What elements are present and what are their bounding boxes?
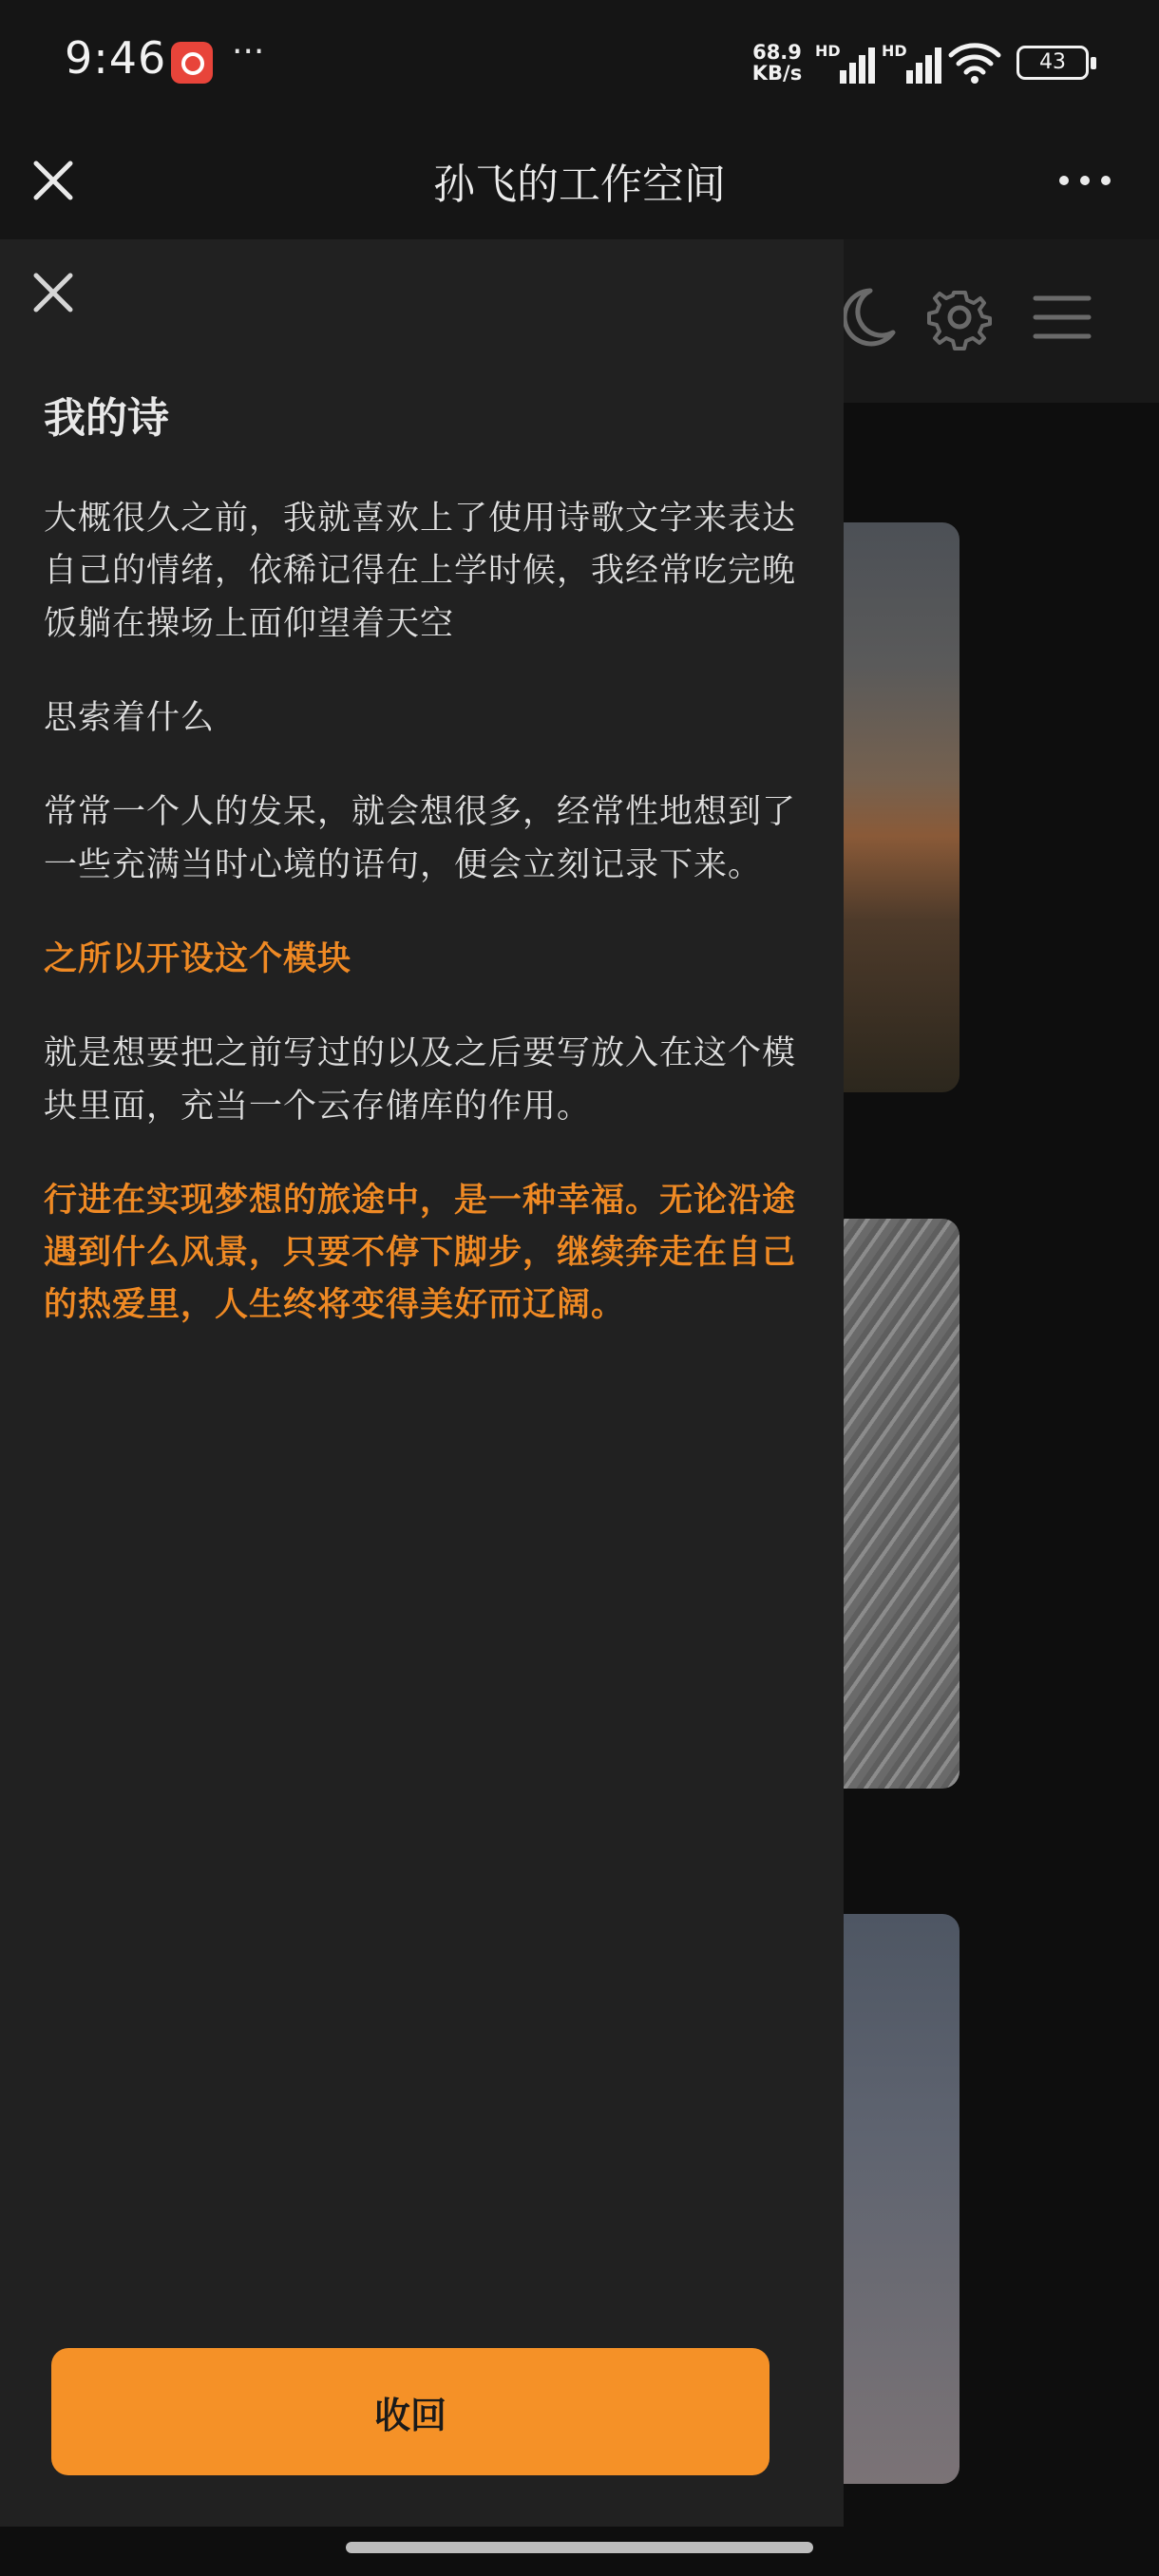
drawer-highlight: 之所以开设这个模块 <box>44 939 352 978</box>
signal-hd-label: HD <box>882 42 907 60</box>
network-speed-unit: KB/s <box>751 62 803 85</box>
signal-icon <box>815 42 882 84</box>
gear-icon[interactable] <box>922 279 998 355</box>
drawer-paragraph: 常常一个人的发呆，就会想很多，经常性地想到了一些充满当时心境的语句，便会立刻记录下来。 <box>44 793 797 884</box>
status-more-icon: ··· <box>232 32 265 71</box>
status-time: 9:46 <box>65 32 167 84</box>
drawer-title: 我的诗 <box>44 394 169 443</box>
signal-icon <box>882 42 948 84</box>
battery-icon: 43 <box>1016 46 1089 80</box>
side-drawer <box>0 239 844 2527</box>
status-bar <box>0 0 1159 125</box>
drawer-paragraph: 就是想要把之前写过的以及之后要写放入在这个模块里面，充当一个云存储库的作用。 <box>44 1034 797 1126</box>
gesture-nav-bar[interactable] <box>346 2542 813 2553</box>
collapse-button[interactable]: 收回 <box>51 2348 770 2475</box>
network-speed <box>749 42 806 84</box>
signal-hd-label: HD <box>815 42 841 60</box>
wifi-icon <box>948 42 1001 84</box>
app-header <box>0 125 1159 239</box>
menu-icon[interactable] <box>1024 279 1100 355</box>
drawer-paragraph: 思索着什么 <box>44 699 216 738</box>
drawer-content <box>44 391 813 1374</box>
more-icon[interactable] <box>1054 152 1115 209</box>
close-icon[interactable] <box>25 264 82 321</box>
network-speed-value: 68.9 <box>752 41 802 64</box>
page-title: 孙飞的工作空间 <box>433 161 726 209</box>
drawer-paragraph: 大概很久之前，我就喜欢上了使用诗歌文字来表达自己的情绪，依稀记得在上学时候，我经常吃完晚饭躺在操场上面仰望着天空 <box>44 500 797 643</box>
drawer-highlight: 行进在实现梦想的旅途中，是一种幸福。无论沿途遇到什么风景，只要不停下脚步，继续奔走在自己的热爱里，人生终将变得美好而辽阔。 <box>44 1181 797 1325</box>
netease-music-icon <box>171 42 213 84</box>
